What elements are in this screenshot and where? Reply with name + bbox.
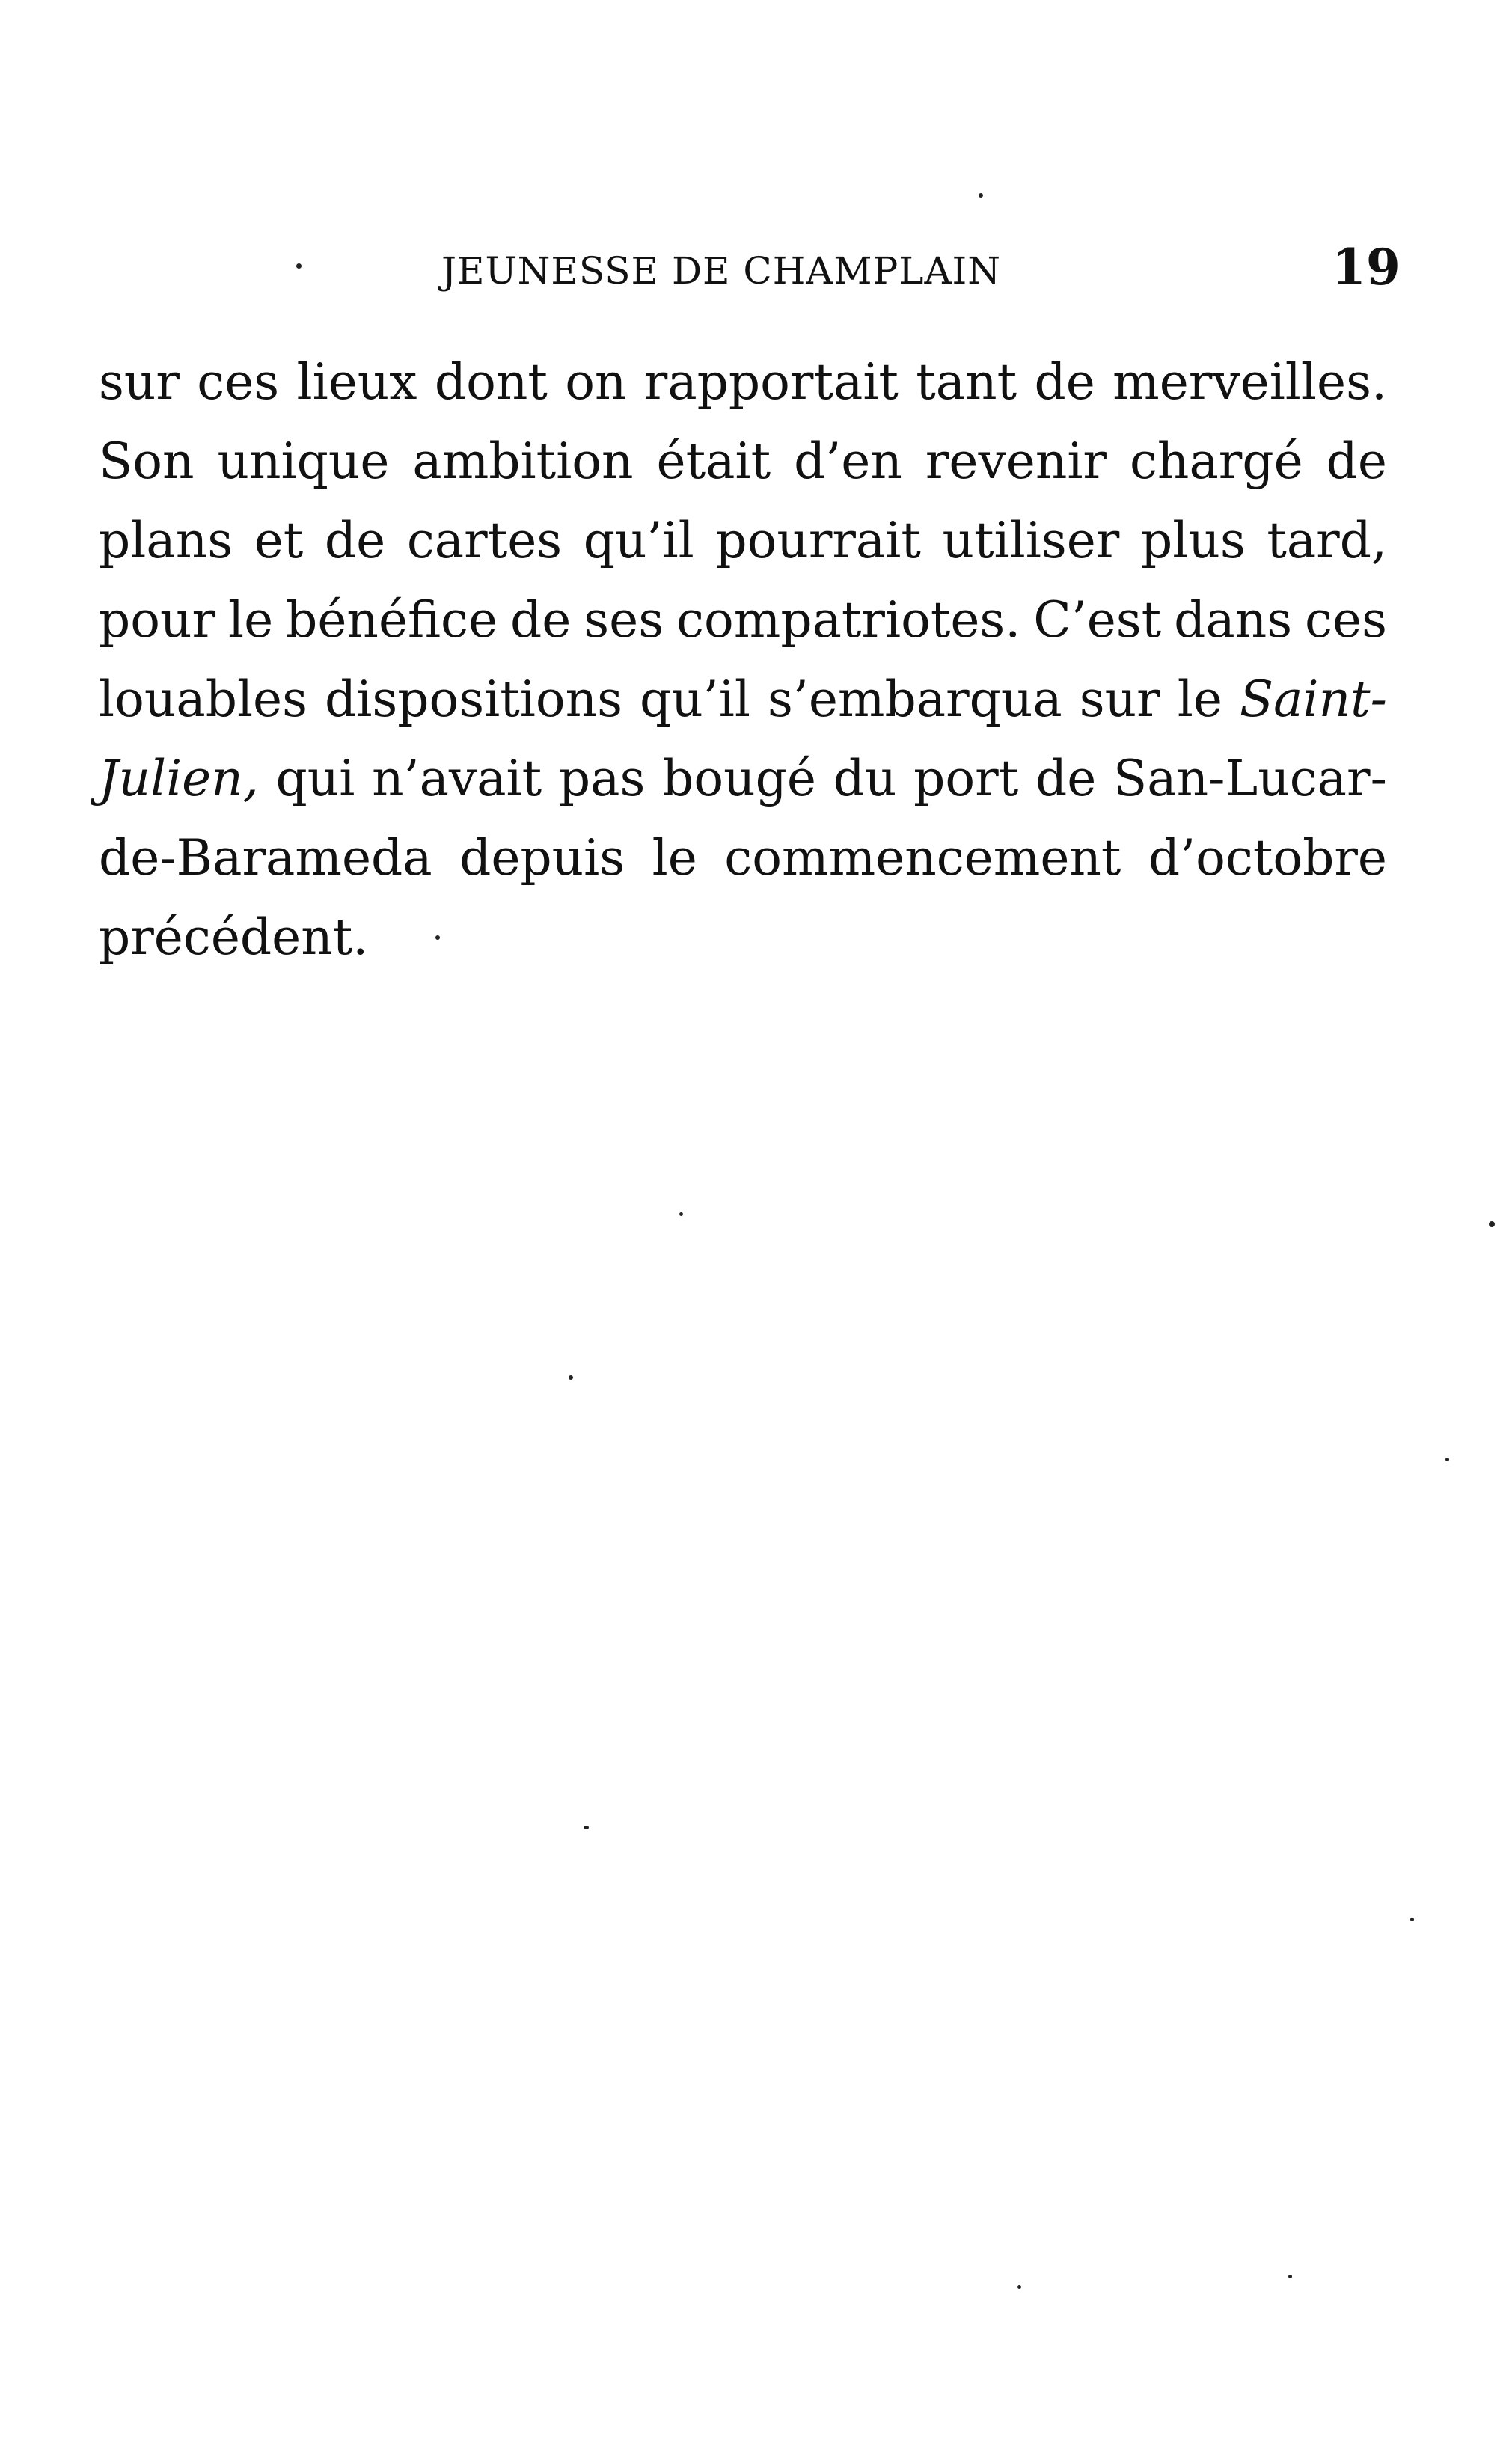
word: le <box>228 591 274 649</box>
word: commencement <box>724 829 1121 887</box>
word: s’embarqua <box>767 670 1062 728</box>
word: Son <box>99 432 195 490</box>
word: compatriotes. <box>676 591 1021 649</box>
word: de-Barameda <box>99 829 432 887</box>
scan-speck <box>569 1375 573 1380</box>
text-line <box>99 343 1387 422</box>
word: pour <box>99 591 216 649</box>
scan-speck <box>1445 1458 1449 1461</box>
word: de <box>1034 353 1095 411</box>
scan-speck <box>584 1826 589 1829</box>
word: de <box>1326 432 1387 490</box>
text-line <box>99 422 1387 501</box>
word: bougé <box>662 750 816 807</box>
word: qui <box>275 750 355 807</box>
word: rapportait <box>643 353 899 411</box>
word: d’en <box>794 432 902 490</box>
scan-speck <box>979 193 983 198</box>
word: ses <box>584 591 664 649</box>
word: tant <box>916 353 1017 411</box>
word: ambition <box>412 432 634 490</box>
word: plans <box>99 512 233 569</box>
word: n’avait <box>372 750 542 807</box>
word: C’est <box>1033 591 1162 649</box>
word: ces <box>197 353 280 411</box>
word: bénéfice <box>286 591 498 649</box>
word: sur <box>99 353 180 411</box>
word: et <box>254 512 304 569</box>
scan-speck <box>435 935 440 940</box>
word: de <box>324 512 386 569</box>
body-text <box>99 343 1387 977</box>
word: dispositions <box>325 670 622 728</box>
italic-word: Julien, <box>99 750 259 807</box>
word: depuis <box>459 829 625 887</box>
running-title: JEUNESSE DE CHAMPLAIN <box>441 249 1002 293</box>
scan-speck <box>1489 1221 1495 1227</box>
word: unique <box>217 432 390 490</box>
text-line <box>99 819 1387 898</box>
word: dans <box>1174 591 1293 649</box>
word: du <box>833 750 897 807</box>
word: de <box>1035 750 1097 807</box>
word: on <box>565 353 627 411</box>
italic-word: Saint- <box>1239 670 1387 728</box>
text-line <box>99 739 1387 819</box>
word: louables <box>99 670 307 728</box>
text-line <box>99 660 1387 739</box>
word: utiliser <box>942 512 1120 569</box>
word: d’octobre <box>1148 829 1387 887</box>
word: qu’il <box>583 512 694 569</box>
scan-speck <box>1288 2275 1292 2278</box>
word: le <box>652 829 697 887</box>
word: port <box>913 750 1019 807</box>
word: précédent. <box>99 908 369 966</box>
text-line <box>99 501 1387 581</box>
word: tard, <box>1267 512 1387 569</box>
word: pas <box>558 750 646 807</box>
word: ces <box>1305 591 1387 649</box>
word: le <box>1177 670 1222 728</box>
page-number: 19 <box>1332 238 1401 296</box>
word: cartes <box>406 512 563 569</box>
word: sur <box>1079 670 1160 728</box>
word: dont <box>434 353 548 411</box>
running-head <box>0 238 1512 305</box>
word: qu’il <box>640 670 750 728</box>
word: lieux <box>296 353 417 411</box>
text-line <box>99 898 1387 977</box>
text-line <box>99 581 1387 660</box>
word: San-Lucar- <box>1113 750 1387 807</box>
word: merveilles. <box>1112 353 1387 411</box>
word: de <box>510 591 572 649</box>
word: était <box>656 432 771 490</box>
word: pourrait <box>715 512 921 569</box>
scan-speck <box>1410 1918 1414 1921</box>
word: chargé <box>1129 432 1303 490</box>
word: plus <box>1140 512 1246 569</box>
scan-speck <box>296 263 302 269</box>
word: revenir <box>925 432 1107 490</box>
scan-speck <box>679 1212 683 1216</box>
scan-speck <box>1017 2285 1021 2289</box>
